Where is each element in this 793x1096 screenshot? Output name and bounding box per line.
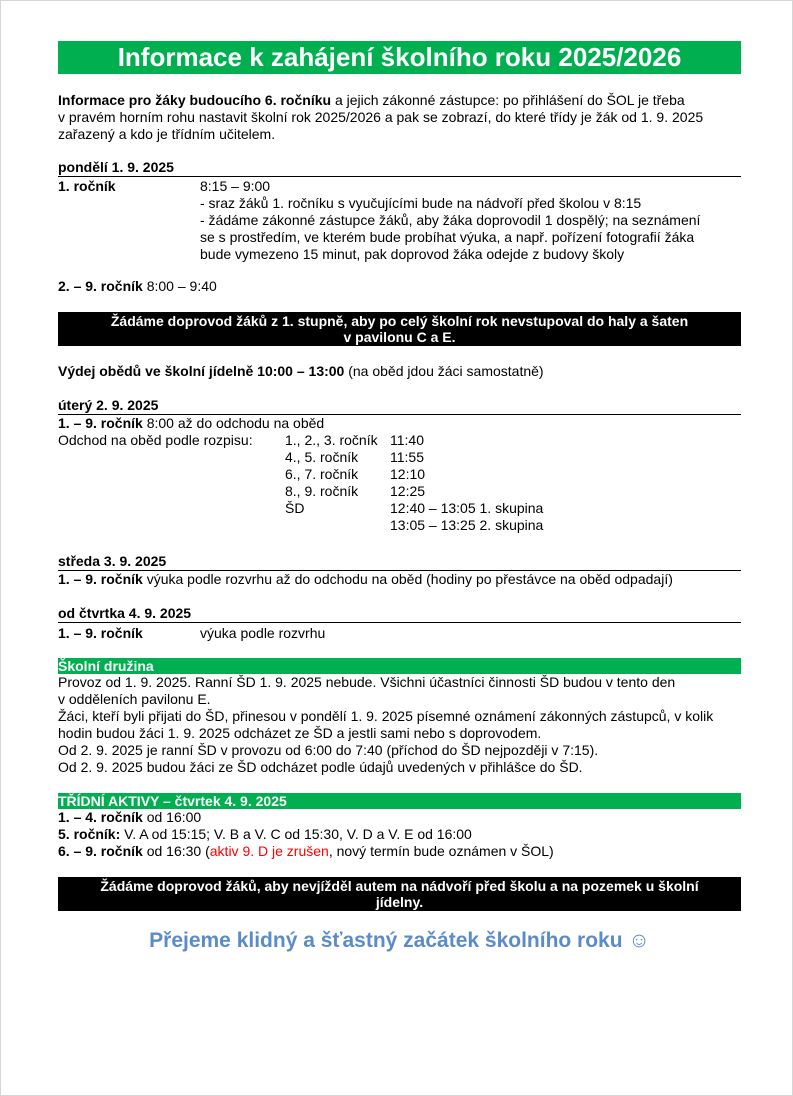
club-p1-l2: v odděleních pavilonu E. [58,691,211,707]
thursday-grades-label: 1. – 9. ročník [58,625,143,641]
thursday-divider [58,622,741,623]
tuesday-date: úterý 2. 9. 2025 [58,397,159,413]
notice-parking-line2: jídelny. [375,894,424,910]
intro-bold: Informace pro žáky budoucího 6. ročníku [58,92,332,108]
schedule-group-4: 8., 9. ročník [285,483,359,499]
schedule-time-5: 12:40 – 13:05 1. skupina [390,500,544,516]
monday-other-grades: 2. – 9. ročník 8:00 – 9:40 [58,278,217,294]
school-club-heading: Školní družina [58,658,741,674]
schedule-time-1: 11:40 [390,432,424,448]
monday-divider [58,176,741,177]
notice-parking-line1: Žádáme doprovod žáků, aby nevjížděl autem na nádvoří před školu a na pozemek u školní [100,878,699,894]
meetings-row-3: 6. – 9. ročník od 16:30 (aktiv 9. D je zrušen, nový termín bude oznámen v ŠOL) [58,843,554,859]
wednesday-date: středa 3. 9. 2025 [58,553,167,569]
monday-first-time: 8:15 – 9:00 [200,178,271,194]
school-club-text [58,674,741,776]
club-p1-l1: Provoz od 1. 9. 2025. Ranní ŠD 1. 9. 2025 nebude. Všichni účastníci činnosti ŠD budou v tento den [58,674,676,690]
schedule-group-5: ŠD [285,500,305,516]
intro-line3: zařazený a kdo je třídním učitelem. [58,126,276,142]
thursday-grades-text: výuka podle rozvrhu [200,625,326,641]
class-meetings-list [58,809,741,860]
lunch-schedule-groups [285,432,378,517]
closing-wish: Přejeme klidný a šťastný začátek školního roku ☺ [149,929,650,952]
monday-first-note2-l2: se s prostředím, ve kterém bude probíhat výuka, a např. pořízení fotografií žáka [200,229,695,245]
intro-line2: v pravém horním rohu nastavit školní rok 2025/2026 a pak se zobrazí, do které třídy je žák od 1. 9. 2025 [58,109,704,125]
meetings-row-1: 1. – 4. ročník od 16:00 [58,809,202,825]
monday-first-note2-l1: - žádáme zákonné zástupce žáků, aby žáka doprovodil 1 dospělý; na seznámení [200,212,701,228]
page-title: Informace k zahájení školního roku 2025/2026 [58,41,741,74]
schedule-time-6: 13:05 – 13:25 2. skupina [390,517,544,533]
notice-entrance-line2: v pavilonu C a E. [343,329,456,345]
tuesday-grades: 1. – 9. ročník 8:00 až do odchodu na oběd [58,415,325,431]
club-p3: Od 2. 9. 2025 je ranní ŠD v provozu od 6:00 do 7:40 (příchod do ŠD nejpozději v 7:15). [58,742,599,758]
intro-line1: a jejich zákonné zástupce: po přihlášení do ŠOL je třeba [331,92,685,108]
monday-date: pondělí 1. 9. 2025 [58,159,174,175]
monday-first-note2-l3: bude vymezeno 15 minut, pak doprovod žáka odejde z budovy školy [200,246,625,262]
schedule-group-2: 4., 5. ročník [285,449,359,465]
lunch-schedule-label: Odchod na oběd podle rozpisu: [58,432,253,448]
wednesday-grades: 1. – 9. ročník výuka podle rozvrhu až do odchodu na oběd (hodiny po přestávce na oběd odpadají) [58,571,673,587]
schedule-group-3: 6., 7. ročník [285,466,359,482]
notice-entrance-bar [58,312,741,346]
thursday-date: od čtvrtka 4. 9. 2025 [58,605,192,621]
notice-parking-bar [58,877,741,911]
club-p2-l1: Žáci, kteří byli přijati do ŠD, přinesou v pondělí 1. 9. 2025 písemné oznámení zákonných zástupců, v kolik [58,708,714,724]
class-meetings-heading: TŘÍDNÍ AKTIVY – čtvrtek 4. 9. 2025 [58,793,741,809]
intro-paragraph [58,92,741,143]
cancelled-meeting-note: aktiv 9. D je zrušen [209,843,329,859]
club-p2-l2: hodin budou žáci 1. 9. 2025 odcházet ze ŠD a jestli sami nebo s doprovodem. [58,725,542,741]
monday-first-grade-label: 1. ročník [58,178,116,194]
schedule-time-2: 11:55 [390,449,424,465]
lunch-schedule-times [390,432,543,534]
schedule-time-4: 12:25 [390,483,426,499]
schedule-time-3: 12:10 [390,466,426,482]
monday-first-note1: - sraz žáků 1. ročníku s vyučujícími bude na nádvoří před školou v 8:15 [200,195,642,211]
meetings-row-2: 5. ročník: V. A od 15:15; V. B a V. C od 15:30, V. D a V. E od 16:00 [58,826,472,842]
monday-first-grade-details [200,178,700,263]
schedule-group-1: 1., 2., 3. ročník [285,432,378,448]
lunch-info: Výdej obědů ve školní jídelně 10:00 – 13:00 (na oběd jdou žáci samostatně) [58,363,544,379]
notice-entrance-line1: Žádáme doprovod žáků z 1. stupně, aby po celý školní rok nevstupoval do haly a šaten [110,313,689,329]
club-p4: Od 2. 9. 2025 budou žáci ze ŠD odcházet podle údajů uvedených v přihlášce do ŠD. [58,759,583,775]
